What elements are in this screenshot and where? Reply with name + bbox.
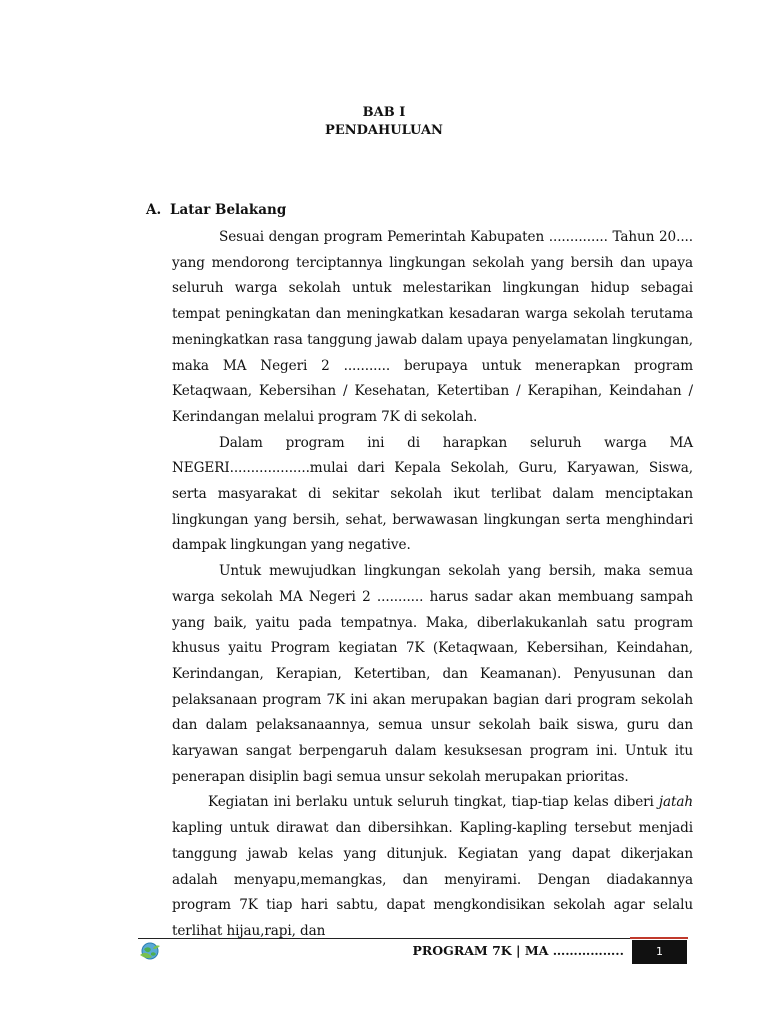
paragraph: Sesuai dengan program Pemerintah Kabupaten .............. Tahun 20.... yang mendorong terciptannya lingkungan sekolah yang bersih dan upaya seluruh warga sekolah untuk melestarikan lingkungan hidup sebagai tempat peningkatan dan meningkatkan kesadaran warga sekolah terutama meningkatkan rasa tanggung jawab dalam upaya penyelamatan lingkungan, maka MA Negeri 2 ........... berupaya untuk menerapkan program Ketaqwaan, Kebersihan / Kesehatan, Ketertiban / Kerapihan, Keindahan / Kerindangan melalui program 7K di sekolah.: [172, 229, 693, 425]
paragraph: Dalam program ini di harapkan seluruh warga MA NEGERI...................mulai dari Kepala Sekolah, Guru, Karyawan, Siswa, serta masyarakat di sekitar sekolah ikut terlibat dalam menciptakan lingkungan yang bersih, sehat, berwawasan lingkungan serta menghindari dampak lingkungan yang negative.: [172, 434, 693, 554]
paragraph-italic-text: jatah: [658, 794, 693, 811]
globe-leaf-icon: [138, 940, 162, 962]
body-text: [172, 225, 693, 945]
chapter-title: PENDAHULUAN: [325, 123, 443, 138]
page-number: 1: [632, 940, 687, 964]
paragraph: [172, 790, 693, 944]
paragraph: Untuk mewujudkan lingkungan sekolah yang bersih, maka semua warga sekolah MA Negeri 2 ........... harus sadar akan membuang sampah yang baik, yaitu pada tempatnya. Maka, diberlakukanlah satu program khusus yaitu Program kegiatan 7K (Ketaqwaan, Kebersihan, Keindahan, Kerindangan, Kerapian, Ketertiban, dan Keamanan). Penyusunan dan pelaksanaan program 7K ini akan merupakan bagian dari program sekolah dan dalam pelaksanaannya, semua unsur sekolah baik siswa, guru dan karyawan sangat berpengaruh dalam kesuksesan program ini. Untuk itu penerapan disiplin bagi semua unsur sekolah merupakan prioritas.: [172, 563, 693, 785]
footer-label: PROGRAM 7K | MA ……………..: [412, 943, 624, 958]
section-heading: [146, 200, 286, 220]
paragraph-text: kapling untuk dirawat dan dibersihkan. Kapling-kapling tersebut menjadi tanggung jawab kelas yang ditunjuk. Kegiatan yang dapat dikerjakan adalah menyapu,memangkas, dan menyirami. Dengan diadakannya program 7K tiap hari sabtu, dapat mengkondisikan sekolah agar selalu terlihat hijau,rapi, dan: [172, 820, 693, 939]
section-title: Latar Belakang: [170, 202, 287, 218]
chapter-number: BAB I: [362, 105, 406, 120]
section-letter: A.: [146, 202, 162, 218]
footer-accent-line: [630, 937, 688, 939]
footer-divider: [138, 938, 688, 939]
paragraph-text: Kegiatan ini berlaku untuk seluruh tingkat, tiap-tiap kelas diberi: [208, 794, 659, 811]
